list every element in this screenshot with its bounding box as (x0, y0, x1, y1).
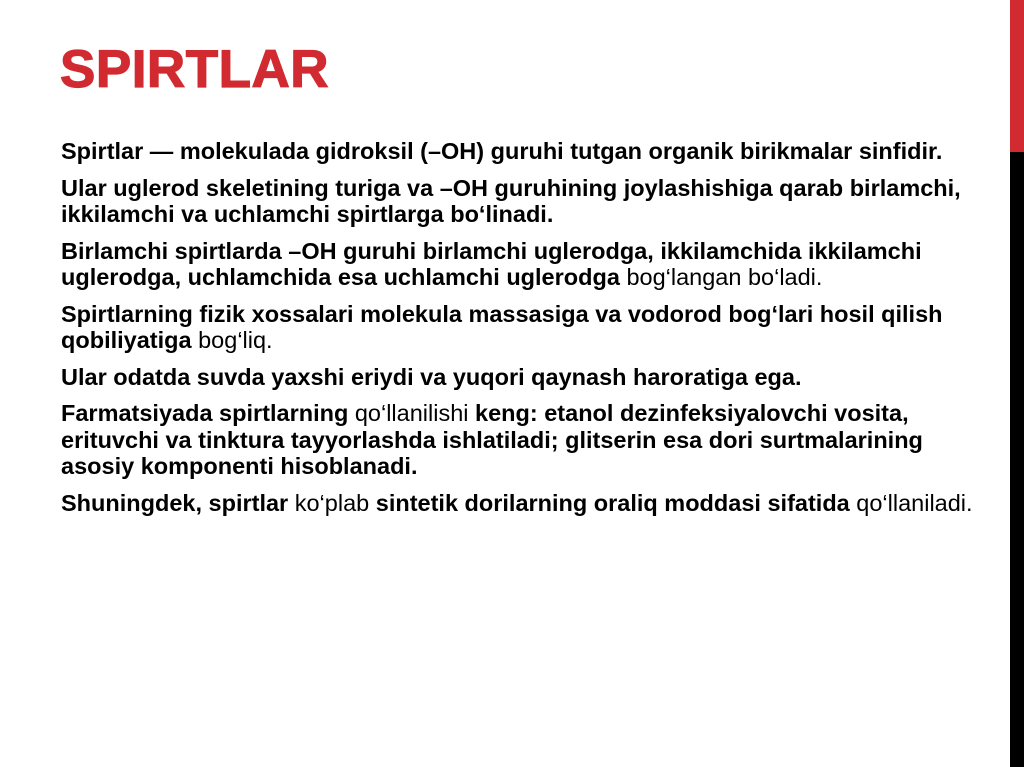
paragraph-solubility (61, 364, 991, 391)
paragraph-definition (61, 138, 991, 165)
text-run: Ular uglerod skeletining turiga va –OH guruhining joylashishiga qarab birlamchi, ikkilamchi va uchlamchi spirtlarga bo‘linadi. (61, 174, 961, 227)
text-run: keng: etanol dezinfeksiyalovchi vosita, erituvchi va tinktura tayyorlashda ishlatiladi; glitserin esa dori surtmalarining asosiy komponenti hisoblanadi. (61, 400, 923, 479)
text-run: qo‘llanilishi (354, 400, 469, 426)
text-run: sintetik dorilarning oraliq moddasi sifatida (369, 489, 857, 516)
text-run: Farmatsiyada spirtlarning (61, 400, 355, 426)
paragraph-synthetic-intermediates (61, 490, 991, 517)
slide-body (61, 138, 991, 526)
paragraph-pharmacy-use (61, 400, 991, 480)
text-run: Spirtlarning fizik xossalari molekula massasiga va vodorod bog‘lari hosil qilish qobiliyatiga (61, 300, 943, 353)
accent-bar-red (1010, 0, 1024, 152)
paragraph-primary-secondary-tertiary (61, 238, 991, 291)
text-run: Shuningdek, spirtlar (61, 489, 295, 516)
text-run: ko‘plab (294, 489, 370, 516)
accent-bar-black (1010, 152, 1024, 767)
text-run: qo‘llaniladi. (856, 489, 973, 516)
text-run: Spirtlar — molekulada gidroksil (–OH) guruhi tutgan organik birikmalar sinfidir. (61, 138, 943, 164)
paragraph-classification (61, 175, 991, 228)
paragraph-physical-properties (61, 301, 991, 354)
text-run: bog‘liq. (198, 327, 273, 353)
text-run: bog‘langan bo‘ladi. (626, 264, 823, 290)
text-run: Birlamchi spirtlarda –OH guruhi birlamchi uglerodga, ikkilamchida ikkilamchi uglerodga, uchlamchida esa uchlamchi uglerodga (61, 237, 922, 290)
text-run: Ular odatda suvda yaxshi eriydi va yuqori qaynash haroratiga ega. (61, 363, 802, 390)
slide-title: SPIRTLAR (60, 40, 329, 99)
